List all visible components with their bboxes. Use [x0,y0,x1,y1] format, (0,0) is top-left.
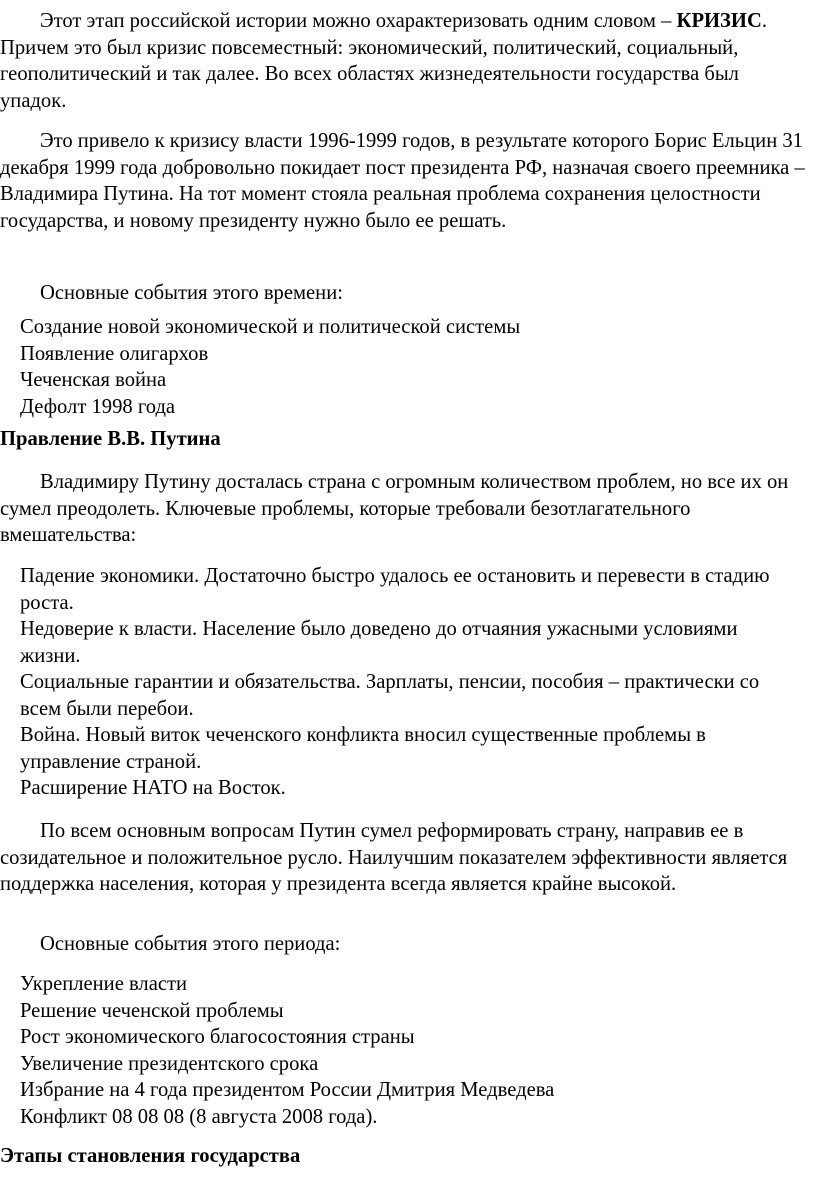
list-item [0,563,800,616]
list-item: Укрепление власти [20,973,188,995]
list-item: Избрание на 4 года президентом России Дмитрия Медведева [20,1079,555,1101]
list-item-text: Недоверие к власти. Население было доведено до отчаяния ужасными условиями жизни. [20,618,738,667]
key-problems-list [0,563,800,802]
paragraph-crisis [0,8,800,114]
list-item-text: Падение экономики. Достаточно быстро удалось ее остановить и перевести в стадию роста. [20,565,770,614]
list-item: Чеченская война [20,369,167,391]
events-list-1990s [0,314,800,420]
section-heading-state-formation: Этапы становления государства [0,1145,301,1167]
list-item: Появление олигархов [20,342,209,365]
list-item [0,669,800,722]
paragraph-power-crisis: Это привело к кризису власти 1996-1999 годов, в результате которого Борис Ельцин 31 декабря 1999 года добровольно покидает пост президента РФ, назначая своего преемника – Владимира Путина. На тот момент стояла реальная проблема сохранения целостности государства, и новому президенту нужно было ее решать. [0,130,805,232]
list-item-text: Расширение НАТО на Восток. [20,777,286,799]
list-item: Увеличение президентского срока [20,1052,319,1075]
list-item: Создание новой экономической и политической системы [20,316,521,338]
section-heading-putin: Правление В.В. Путина [0,428,221,450]
list-item [0,616,800,669]
list-item-text: Война. Новый виток чеченского конфликта вносил существенные проблемы в управление страной. [20,724,706,773]
paragraph-reforms: По всем основным вопросам Путин сумел реформировать страну, направив ее в созидательное и положительное русло. Наилучшим показателем эффективности является поддержка населения, которая у президента всегда является крайне высокой. [0,820,788,895]
paragraph-main-events-intro: Основные события этого времени: [40,282,343,304]
list-item-text: Социальные гарантии и обязательства. Зарплаты, пенсии, пособия – практически со всем были перебои. [20,671,760,720]
paragraph-putin-problems: Владимиру Путину досталась страна с огромным количеством проблем, но все их он сумел преодолеть. Ключевые проблемы, которые требовали безотлагательного вмешательства: [0,471,789,546]
paragraph-crisis-intro: Этот этап российской истории можно охарактеризовать одним словом – [40,10,677,32]
list-item: Рост экономического благосостояния страны [20,1026,415,1048]
list-item: Решение чеченской проблемы [20,999,284,1022]
list-item [0,775,800,802]
crisis-keyword: КРИЗИС [676,10,762,32]
paragraph-crisis-rest: . Причем это был кризис повсеместный: экономический, политический, социальный, геополитический и так далее. Во всех областях жизнедеятельности государства был упадок. [0,10,767,112]
events-list-putin [0,971,800,1130]
list-item: Конфликт 08 08 08 (8 августа 2008 года). [20,1105,378,1128]
list-item: Дефолт 1998 года [20,395,176,418]
paragraph-period-events-intro: Основные события этого периода: [40,933,341,955]
list-item [0,722,800,775]
